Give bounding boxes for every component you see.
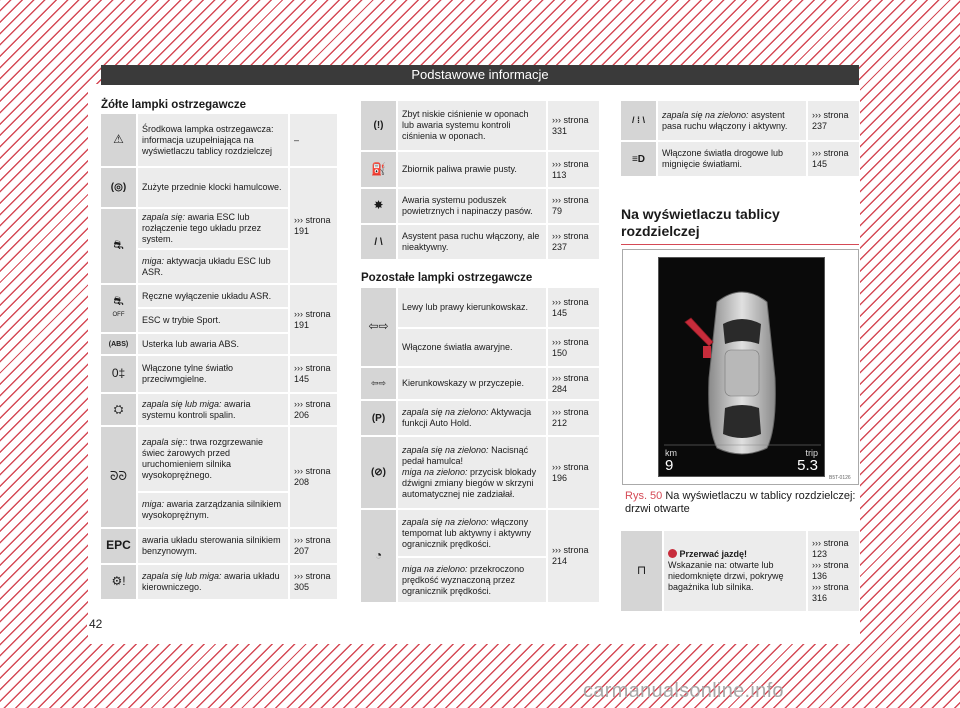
table-row: miga: awaria zarządzania silnikiem wysokoprężnym. [101, 492, 337, 528]
table-row: Włączone światła awaryjne. ››› strona 150 [361, 328, 599, 367]
table-row: ⛐ OFF Ręczne wyłączenie układu ASR. ››› strona 191 [101, 284, 337, 308]
table-row: ⚙! zapala się lub miga: awaria układu kierowniczego. ››› strona 305 [101, 564, 337, 600]
table-row: ⇦⇨ Kierunkowskazy w przyczepie. ››› strona 284 [361, 367, 599, 400]
brake-pad-icon: (◎) [110, 182, 127, 193]
section-title-display: Na wyświetlaczu tablicy rozdzielczej [621, 206, 859, 245]
instrument-display [658, 257, 825, 477]
brake-pedal-icon: (⊘) [370, 467, 387, 478]
table-row: miga na zielono: przekroczono prędkość wyznaczoną przez ogranicznik prędkości. [361, 557, 599, 603]
table-row: ✸ Awaria systemu poduszek powietrznych i napinaczy pasów. ››› strona 79 [361, 188, 599, 224]
figure-door-open [622, 249, 859, 485]
km-value: 9 [665, 457, 674, 474]
table-row: ⛐ zapala się: awaria ESC lub rozłączenie tego układu przez system. [101, 208, 337, 249]
abs-icon: (ABS) [108, 341, 129, 348]
table-row: / \ Asystent pasa ruchu włączony, ale nieaktywny. ››› strona 237 [361, 224, 599, 260]
table-row: ≡D Włączone światła drogowe lub mignięcie światłami. ››› strona 145 [621, 141, 859, 177]
figure-code: B5T-0126 [829, 475, 851, 481]
section-title-yellow: Żółte lampki ostrzegawcze [101, 99, 247, 111]
table-row: miga: aktywacja układu ESC lub ASR. [101, 249, 337, 284]
glow-plug-icon: ᘐᘐ [110, 469, 127, 483]
table-row: ᘐᘐ zapala się:: trwa rozgrzewanie świec żarowych przed uruchomieniem silnika wysokoprężnego. ››› strona 208 [101, 426, 337, 492]
esc-off-icon: ⛐ [113, 294, 124, 308]
page-header: Podstawowe informacje [101, 65, 859, 85]
table-row: EPC awaria układu sterowania silnikiem benzynowym. ››› strona 207 [101, 528, 337, 564]
yellow-lamps-table [101, 114, 337, 601]
table-row: ESC w trybie Sport. [101, 308, 337, 333]
table-row: (◎) Zużyte przednie klocki hamulcowe. ››› strona 191 [101, 167, 337, 208]
cruise-control-icon: ◔ [374, 548, 383, 562]
other-lamps-table [361, 288, 599, 604]
table-row: 0‡ Włączone tylne światło przeciwmgielne. ››› strona 145 [101, 355, 337, 393]
rear-fog-light-icon: 0‡ [111, 366, 126, 380]
table-row: (!) Zbyt niskie ciśnienie w oponach lub awaria systemu kontroli ciśnienia w oponach. ››› strona 331 [361, 101, 599, 151]
table-row: ◔ zapala się na zielono: włączony tempomat lub aktywny i aktywny ogranicznik prędkości. ››› strona 214 [361, 509, 599, 557]
table-row: ⛽ Zbiornik paliwa prawie pusty. ››› strona 113 [361, 151, 599, 188]
figure-caption: Rys. 50 Na wyświetlaczu w tablicy rozdzielczej: drzwi otwarte [625, 490, 856, 515]
car-open-door-illustration [659, 258, 826, 478]
km-label: km [665, 448, 677, 458]
page-number: 42 [89, 617, 103, 631]
table-row: (⊘) zapala się na zielono: Nacisnąć pedał hamulca! miga na zielono: przycisk blokady dźwigni zmiany biegów w skrzyni automatycznej nie zadziałał. ››› strona 196 [361, 436, 599, 509]
lane-assist-active-icon: / ⁞ \ [632, 115, 645, 125]
stop-icon [668, 549, 677, 558]
turn-signal-icon: ⇦⇨ [368, 319, 389, 333]
fuel-pump-icon: ⛽ [371, 161, 386, 176]
yellow-lamps-table-cont [361, 101, 599, 261]
esc-skid-icon: ⛐ [113, 238, 124, 252]
watermark: carmanualsonline.info [583, 680, 784, 702]
table-row: (ABS) Usterka lub awaria ABS. [101, 333, 337, 355]
auto-hold-icon: (P) [371, 412, 386, 424]
car-door-open-icon: ⊓ [636, 563, 647, 577]
table-row: ⚠ Środkowa lampka ostrzegawcza: informacja uzupełniająca na wyświetlaczu tablicy rozdzielczej – [101, 114, 337, 167]
trip-label: trip [805, 448, 818, 458]
door-warning-table [621, 531, 859, 611]
table-row: ⊓ Przerwać jazdę! Wskazanie na: otwarte lub niedomknięte drzwi, pokrywę bagażnika lub silnika. ››› strona 123 ››› strona 136 ››› strona 316 [621, 531, 859, 611]
table-row: / ⁞ \ zapala się na zielono: asystent pasa ruchu włączony i aktywny. ››› strona 237 [621, 101, 859, 141]
trailer-signal-icon: ⇦⇨ [370, 378, 387, 388]
green-blue-lamps-table [621, 101, 859, 178]
table-row: (P) zapala się na zielono: Aktywacja funkcji Auto Hold. ››› strona 212 [361, 400, 599, 436]
section-title-other: Pozostałe lampki ostrzegawcze [361, 272, 533, 284]
epc-icon: EPC [106, 538, 131, 552]
table-row: ⛭ zapala się lub miga: awaria systemu kontroli spalin. ››› strona 206 [101, 393, 337, 426]
airbag-icon: ✸ [373, 198, 384, 212]
lane-assist-icon: / \ [374, 236, 383, 248]
high-beam-icon: ≡D [631, 153, 646, 165]
tyre-pressure-icon: (!) [373, 120, 384, 131]
trip-value: 5.3 [797, 457, 818, 474]
engine-check-icon: ⛭ [113, 401, 124, 416]
table-row: ⇦⇨ Lewy lub prawy kierunkowskaz. ››› strona 145 [361, 288, 599, 328]
steering-fault-icon: ⚙! [111, 574, 126, 588]
warning-triangle-icon: ⚠ [113, 132, 124, 146]
